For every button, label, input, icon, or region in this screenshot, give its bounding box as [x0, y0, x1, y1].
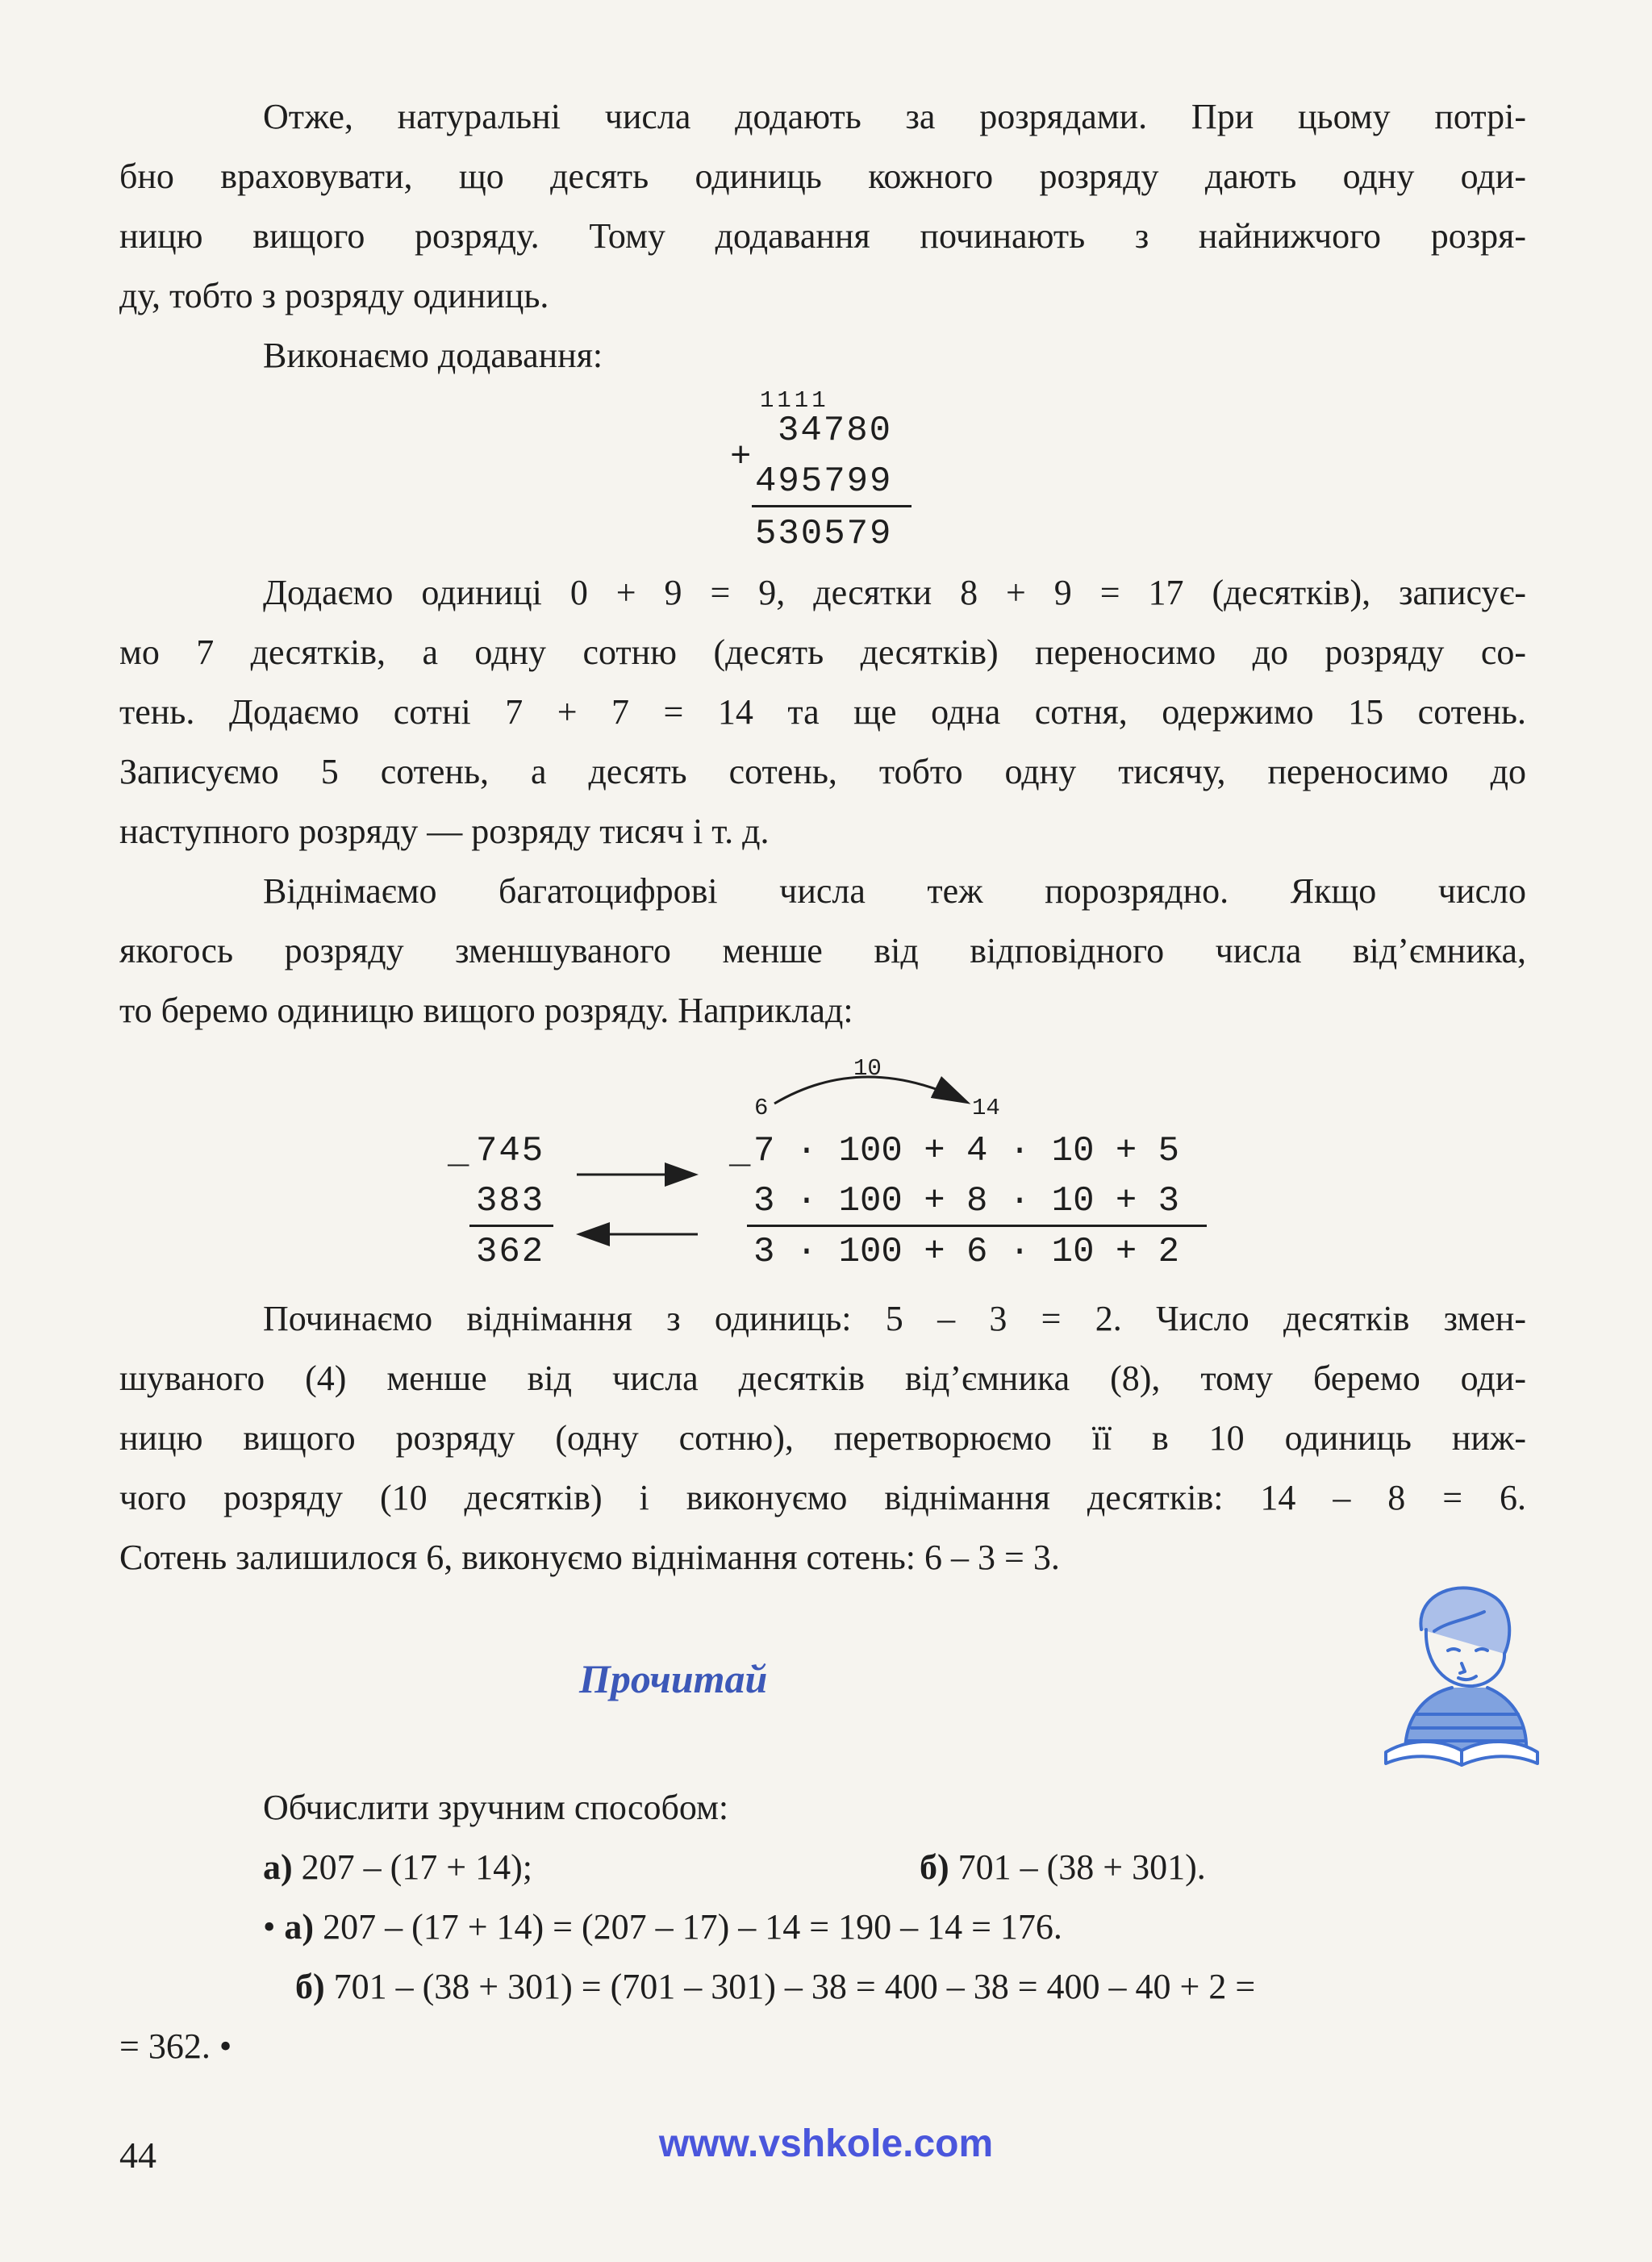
sum-line — [752, 505, 912, 507]
difference: 362 — [476, 1232, 545, 1272]
expanded-difference-line — [747, 1225, 1207, 1227]
task-b — [920, 1838, 1206, 1897]
difference-line — [469, 1225, 553, 1227]
transform-arrows-icon — [565, 1154, 710, 1250]
text-line: Сотень залишилося 6, виконуємо віднімання сотень: 6 – 3 = 3. — [119, 1538, 1060, 1577]
task-a — [263, 1838, 532, 1897]
text-line: Віднімаємо багатоцифрові числа теж порозрядно. Якщо число — [263, 871, 1526, 911]
exercise-intro — [119, 1778, 1526, 1838]
text-line: Записуємо 5 сотень, а десять сотень, тобто одну тисячу, переносимо до — [119, 752, 1526, 791]
text-line: то беремо одиницю вищого розряду. Наприклад: — [119, 991, 853, 1030]
text-line: якогось розряду зменшуваного менше від відповідного числа від’ємника, — [119, 931, 1526, 970]
paragraph-addition-explanation — [119, 563, 1526, 862]
text-line: ницю вищого розряду. Тому додавання починають з найнижчого розря- — [119, 216, 1526, 256]
solution-b — [295, 1957, 1255, 2017]
paragraph-subtraction-intro — [119, 862, 1526, 1041]
borrow-to: 14 — [972, 1095, 1000, 1121]
paragraph-addition-intro — [119, 87, 1526, 326]
paragraph-perform-addition — [119, 326, 1526, 386]
paragraph-subtraction-explanation — [119, 1289, 1526, 1588]
watermark-link[interactable]: www.vshkole.com — [658, 2122, 994, 2165]
solution-b-label: б) — [295, 1967, 325, 2006]
text-line: наступного розряду — розряду тисяч і т. д. — [119, 812, 770, 851]
solution-b-expression: 701 – (38 + 301) = (701 – 301) – 38 = 400 – 38 = 400 – 40 + 2 = — [333, 1967, 1256, 2006]
bullet-start: • — [263, 1907, 276, 1947]
text-line: ницю вищого розряду (одну сотню), перетворюємо її в 10 одиниць ниж- — [119, 1418, 1526, 1458]
minuend-expanded: 7 · 100 + 4 · 10 + 5 — [753, 1131, 1180, 1171]
section-heading: Прочитай — [579, 1656, 768, 1701]
text-line: Починаємо віднімання з одиниць: 5 – 3 = 2. Число десятків змен- — [263, 1299, 1526, 1338]
text-line: чого розряду (10 десятків) і виконуємо віднімання десятків: 14 – 8 = 6. — [119, 1478, 1526, 1517]
reading-boy-icon — [1371, 1573, 1549, 1771]
sum-result: 530579 — [755, 514, 893, 554]
text-line: ду, тобто з розряду одиниць. — [119, 276, 549, 315]
borrow-label: 10 — [853, 1055, 882, 1082]
text-line: Виконаємо додавання: — [263, 336, 603, 375]
carry-digits: 1111 — [760, 387, 829, 414]
solution-a-label: а) — [284, 1907, 315, 1947]
text-line: шуваного (4) менше від числа десятків від’ємника (8), тому беремо оди- — [119, 1358, 1526, 1398]
solution-a-expression: 207 – (17 + 14) = (207 – 17) – 14 = 190 – 14 = 176. — [323, 1907, 1062, 1947]
addend-1: 34780 — [778, 411, 893, 451]
difference-expanded: 3 · 100 + 6 · 10 + 2 — [753, 1232, 1180, 1272]
subtrahend-expanded: 3 · 100 + 8 · 10 + 3 — [753, 1181, 1180, 1221]
text-line: Додаємо одиниці 0 + 9 = 9, десятки 8 + 9 = 17 (десятків), записує- — [263, 573, 1526, 612]
borrow-from: 6 — [754, 1095, 769, 1121]
minuend: 745 — [476, 1131, 545, 1171]
text-line: Обчислити зручним способом: — [263, 1788, 729, 1827]
minus-sign-expanded: _ — [729, 1133, 751, 1174]
task-a-label: а) — [263, 1847, 293, 1887]
task-a-expression: 207 – (17 + 14); — [301, 1847, 532, 1887]
minus-sign: _ — [448, 1133, 469, 1174]
plus-sign: + — [730, 437, 752, 478]
solution-b-continuation: = 362. • — [119, 2026, 232, 2066]
task-b-expression: 701 – (38 + 301). — [957, 1847, 1206, 1887]
borrow-arrow-icon — [766, 1063, 984, 1112]
subtrahend: 383 — [476, 1181, 545, 1221]
text-line: мо 7 десятків, а одну сотню (десять десятків) переносимо до розряду со- — [119, 632, 1526, 672]
page-number: 44 — [119, 2135, 156, 2176]
text-line: бно враховувати, що десять одиниць кожного розряду дають одну оди- — [119, 157, 1526, 196]
text-line: Отже, натуральні числа додають за розрядами. При цьому потрі- — [263, 97, 1526, 136]
solution-a — [263, 1897, 1062, 1957]
addend-2: 495799 — [755, 461, 893, 502]
task-b-label: б) — [920, 1847, 949, 1887]
text-line: тень. Додаємо сотні 7 + 7 = 14 та ще одна сотня, одержимо 15 сотень. — [119, 692, 1526, 732]
